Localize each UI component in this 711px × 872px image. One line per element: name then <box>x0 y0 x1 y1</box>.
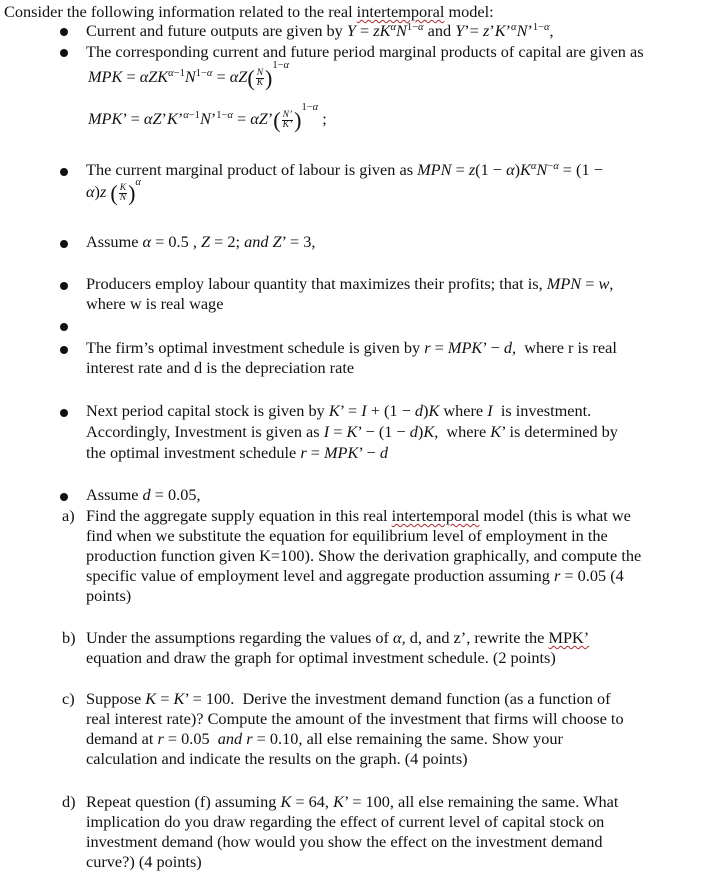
question-d-text: Repeat question (f) assuming K = 64, K’ = 100, all else remaining the same. What implication do you draw regarding the effect of current level of capital stock on investment demand (how would you show the effect on the investment demand curve?) (4 points) <box>86 792 619 871</box>
question-b-label: b) <box>62 628 76 647</box>
qa-l4b: (4 <box>610 566 624 585</box>
intro-link: intertemporal <box>356 2 445 21</box>
bullet-capital-inv: is investment. <box>500 401 592 420</box>
bullet-output-text: Current and future outputs are given by $Y = zK^\alpha N^{1-\alpha}$ and Y’= z’K’$^\alpha$N’$^{1-\alpha}$, <box>86 21 554 40</box>
bullet-output-lead: Current and future outputs are given by <box>86 21 347 40</box>
qd-l1b: all else remaining the same. What <box>398 792 619 811</box>
bullet-invsched-mid: where r is real <box>524 338 617 357</box>
bullet-assume-text: Assume α = 0.5 , Z = 2; and Z’ = 3, <box>86 232 316 251</box>
bullet-producers-text: Producers employ labour quantity that maximizes their profits; that is, MPN = w, where w is real wage <box>86 274 614 313</box>
bullet-investment-schedule: The firm’s optimal investment schedule is given by r = MPK’ − d, where r is real interest rate and d is the depreciation rate <box>86 338 617 377</box>
bullet-output-and: and <box>427 21 452 40</box>
qc-l3a: demand at <box>86 729 154 748</box>
qa-l3: production function given K=100). Show the derivation graphically, and compute the <box>86 546 642 565</box>
bullet-capital-where2: where <box>446 422 487 441</box>
bullet-capital-where: where <box>443 401 484 420</box>
qb-l1a: Under the assumptions regarding the values of <box>86 628 389 647</box>
qb-l1b: d, and z’, rewrite the <box>409 628 545 647</box>
question-c-text: Suppose K = K’ = 100. Derive the investment demand function (as a function of real interest rate)? Compute the amount of the investment that firms will choose to demand at r = 0.05 and r = 0.10, all else remaining the same. Show your calculation and indicate the results on the graph. (4 points) <box>86 689 624 768</box>
bullet-capital-lead: Next period capital stock is given by <box>86 401 325 420</box>
qd-l4: curve?) (4 points) <box>86 852 202 871</box>
qd-l2: implication do you draw regarding the effect of current level of capital stock on <box>86 812 605 831</box>
qd-l1a: Repeat question (f) assuming <box>86 792 277 811</box>
bullet-depreciation-text: Assume d = 0.05, <box>86 485 201 504</box>
qc-l1b: Derive the investment demand function (as a function of <box>242 689 611 708</box>
mpk-equation: MPK = $\alpha ZK^{\alpha-1}N^{1-\alpha} = \alpha Z$( $\frac{N}{K}$ )$^{1-\alpha}$ <box>88 60 290 91</box>
qc-l2: real interest rate)? Compute the amount of the investment that firms will choose to <box>86 709 624 728</box>
qc-l3b: all else remaining the same. Show your <box>306 729 563 748</box>
qa-l2: find when we substitute the equation for equilibrium level of employment in the <box>86 526 608 545</box>
bullet-capital-accord: Accordingly, Investment is given as <box>86 422 320 441</box>
qc-l4: calculation and indicate the results on the graph. (4 points) <box>86 749 468 768</box>
question-b-text: Under the assumptions regarding the values of α, d, and z’, rewrite the MPK’ equation and draw the graph for optimal investment schedule. (2 points) <box>86 628 590 667</box>
mpn-equation-cont: α)z ( $\frac{K}{N}$ )$^\alpha$ <box>86 177 141 206</box>
question-c-label: c) <box>62 689 75 708</box>
intro-line <box>4 2 494 22</box>
bullet-capital-determined: is determined by <box>509 422 618 441</box>
bullet-mpn-text: The current marginal product of labour is given as MPN = $z(1 - \alpha)K^\alpha N^{-\alpha} = (1$ − <box>86 160 603 179</box>
qb-mpk: MPK’ <box>548 628 590 647</box>
intro-pre: Consider the following information related to the real <box>4 2 357 21</box>
qa-l1a: Find the aggregate supply equation in this real <box>86 506 392 525</box>
bullet-dot <box>60 282 68 290</box>
qc-l1a: Suppose <box>86 689 142 708</box>
bullet-dot <box>60 240 68 248</box>
bullet-invsched-lead: The firm’s optimal investment schedule is given by <box>86 338 421 357</box>
qa-l1c: model (this is what we <box>479 506 631 525</box>
question-a-text: Find the aggregate supply equation in this real intertemporal model (this is what we find when we substitute the equation for equilibrium level of employment in the production function given K=100). Show the derivation graphically, and compute the specific value of employment level and aggregate production assuming r = 0.05 (4 points) <box>86 506 642 605</box>
qd-l3: investment demand (how would you show the effect on the investment demand <box>86 832 603 851</box>
bullet-dot <box>60 49 68 57</box>
qb-l2: equation and draw the graph for optimal investment schedule. (2 points) <box>86 648 556 667</box>
question-d-label: d) <box>62 792 76 811</box>
bullet-dot <box>60 168 68 176</box>
bullet-dot-empty <box>60 323 68 331</box>
bullet-assume-lead: Assume <box>86 232 139 251</box>
bullet-dot <box>60 409 68 417</box>
question-a-label: a) <box>62 506 75 525</box>
mpk-future-equation: MPK’ = αZ’K’$^{\alpha-1}$N’$^{1-\alpha}$ = αZ’( $\frac{N’}{K’}$ )$^{1-\alpha}$ ; <box>88 102 327 133</box>
qa-l5: points) <box>86 586 132 605</box>
bullet-capital-text: Next period capital stock is given by K’ = I + (1 − d)K where I is investment. Accordingly, Investment is given as I = K’ − (1 − d)K, where K’ is determined by the optimal investment schedule r = MPK’ − d <box>86 401 618 462</box>
intro-post: model: <box>444 2 494 21</box>
bullet-dot <box>60 493 68 501</box>
bullet-mpn-lead: The current marginal product of labour is given as <box>86 160 414 179</box>
qa-link: intertemporal <box>391 506 480 525</box>
bullet-dep-lead: Assume <box>86 485 139 504</box>
bullet-invsched-tail: interest rate and d is the depreciation rate <box>86 358 355 377</box>
bullet-dot <box>60 346 68 354</box>
bullet-capital-tail: the optimal investment schedule <box>86 443 297 462</box>
bullet-producers-lead: Producers employ labour quantity that maximizes their profits; that is, <box>86 274 543 293</box>
qa-l4a: specific value of employment level and aggregate production assuming <box>86 566 550 585</box>
bullet-dot <box>60 28 68 36</box>
bullet-producers-tail: where w is real wage <box>86 294 224 313</box>
bullet-mpk-text: The corresponding current and future period marginal products of capital are given as <box>86 42 644 61</box>
